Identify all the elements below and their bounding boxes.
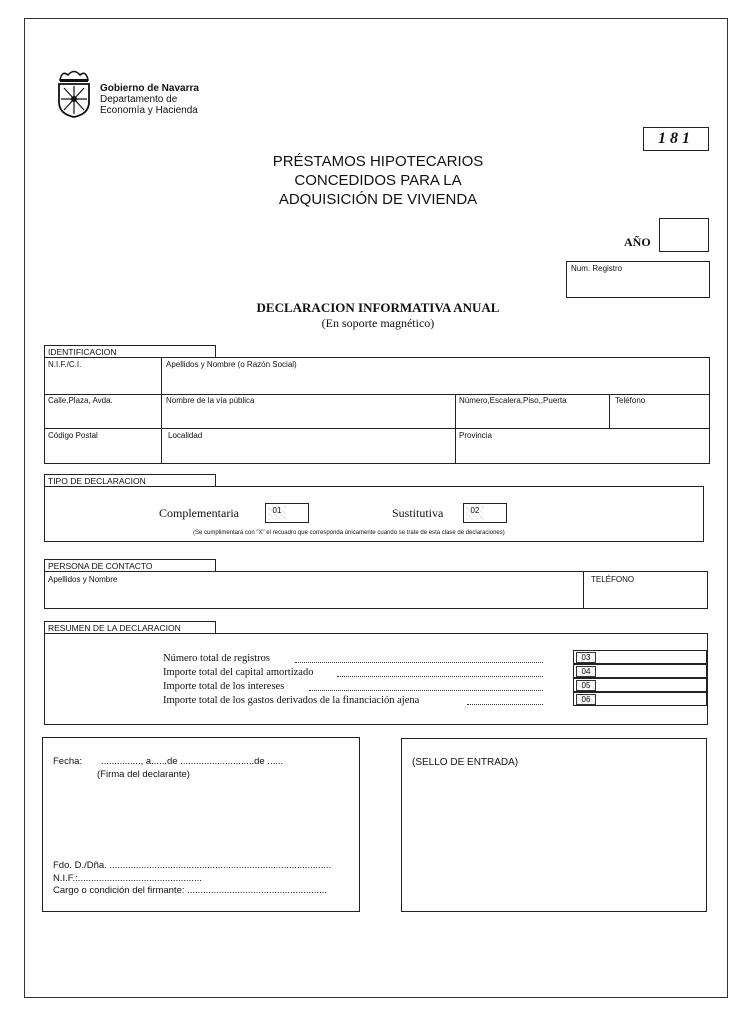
num-registro-label: Num. Registro bbox=[571, 264, 623, 273]
org-name: Gobierno de Navarra bbox=[100, 83, 199, 94]
code-02: 02 bbox=[466, 506, 484, 520]
declaration-subtitle: (En soporte magnético) bbox=[321, 316, 435, 330]
resumen-row-1-label: Número total de registros bbox=[163, 653, 271, 664]
contacto-apellidos-label: Apellidos y Nombre bbox=[48, 575, 118, 584]
telefono-label: Teléfono bbox=[615, 396, 646, 405]
nif-line: N.I.F.:............................................... bbox=[53, 873, 202, 884]
via-label: Nombre de la vía pública bbox=[166, 396, 255, 405]
contacto-telefono-label: TELÉFONO bbox=[591, 575, 635, 584]
resumen-row-2-label: Importe total del capital amortizado bbox=[163, 667, 314, 678]
tipo-section bbox=[44, 486, 704, 542]
localidad-label: Localidad bbox=[168, 431, 203, 440]
resumen-row-3-label: Importe total de los intereses bbox=[163, 681, 285, 692]
complementaria-checkbox[interactable] bbox=[265, 503, 309, 523]
org-department-2: Economía y Hacienda bbox=[100, 105, 198, 116]
contacto-section bbox=[44, 571, 708, 609]
year-label: AÑO bbox=[624, 235, 651, 249]
contacto-tab: PERSONA DE CONTACTO bbox=[44, 559, 216, 572]
nif-label: N.I.F./C.I. bbox=[48, 360, 82, 369]
navarra-coat-of-arms-logo bbox=[56, 66, 92, 118]
num-registro-field[interactable] bbox=[566, 261, 710, 298]
identificacion-tab: IDENTIFICACION bbox=[44, 345, 216, 358]
code-06: 06 bbox=[576, 694, 596, 705]
sello-label: (SELLO DE ENTRADA) bbox=[412, 757, 519, 768]
fecha-line: ..............., a......de ............................de ...... bbox=[101, 756, 284, 767]
tipo-note: (Se cumplimentará con "X" el recuadro que corresponda únicamente cuando se trate de esta clase de declaraciones) bbox=[193, 530, 505, 536]
firma-declarante-label: (Firma del declarante) bbox=[97, 769, 190, 780]
year-input[interactable] bbox=[659, 218, 709, 252]
org-department: Departamento de bbox=[100, 94, 178, 105]
calle-label: Calle,Plaza, Avda. bbox=[48, 396, 113, 405]
code-01: 01 bbox=[268, 506, 286, 520]
code-04: 04 bbox=[576, 666, 596, 677]
fdo-line: Fdo. D./Dña. .................................................................................... bbox=[53, 860, 332, 871]
tipo-tab: TIPO DE DECLARACION bbox=[44, 474, 216, 487]
form-title-line3: ADQUISICIÓN DE VIVIENDA bbox=[278, 191, 478, 208]
numero-label: Número,Escalera,Piso,,Puerta bbox=[459, 396, 567, 405]
code-03: 03 bbox=[576, 652, 596, 663]
model-number: 181 bbox=[658, 130, 694, 147]
model-number-box bbox=[643, 127, 709, 151]
sello-box bbox=[401, 738, 707, 912]
identificacion-section bbox=[44, 357, 710, 464]
resumen-tab: RESUMEN DE LA DECLARACION bbox=[44, 621, 216, 634]
declaration-title: DECLARACION INFORMATIVA ANUAL bbox=[256, 300, 500, 315]
resumen-section bbox=[44, 633, 708, 725]
fecha-label: Fecha: bbox=[53, 756, 83, 767]
resumen-row-4-label: Importe total de los gastos derivados de la financiación ajena bbox=[163, 695, 420, 706]
sustitutiva-label: Sustitutiva bbox=[392, 506, 444, 520]
form-title-line2: CONCEDIDOS PARA LA bbox=[294, 172, 462, 189]
code-05: 05 bbox=[576, 680, 596, 691]
form-title-line1: PRÉSTAMOS HIPOTECARIOS bbox=[272, 153, 484, 170]
signature-box bbox=[42, 737, 360, 912]
apellidos-label: Apellidos y Nombre (o Razón Social) bbox=[166, 360, 297, 369]
cp-label: Código Postal bbox=[48, 431, 98, 440]
sustitutiva-checkbox[interactable] bbox=[463, 503, 507, 523]
provincia-label: Provincia bbox=[459, 431, 492, 440]
cargo-line: Cargo o condición del firmante: ..................................................... bbox=[53, 885, 328, 896]
complementaria-label: Complementaria bbox=[159, 506, 239, 520]
